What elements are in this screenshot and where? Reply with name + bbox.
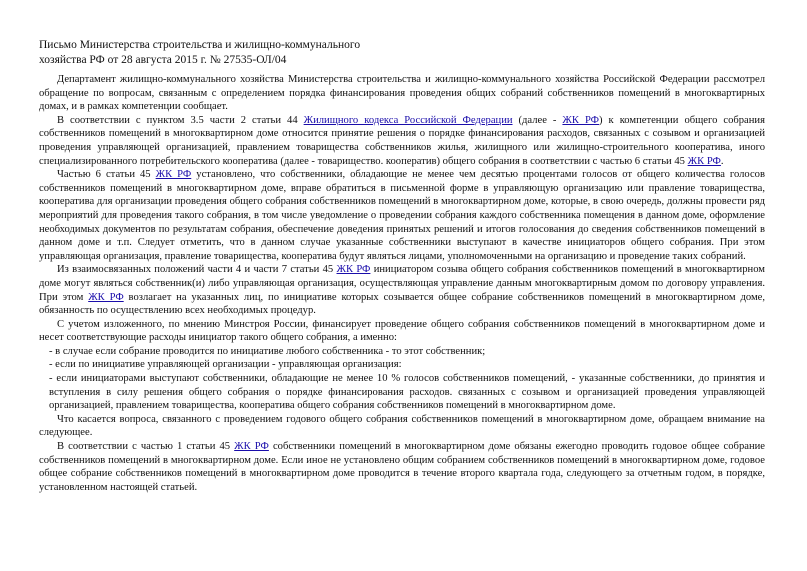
link-jk-rf[interactable]: ЖК РФ <box>155 169 192 181</box>
paragraph-2 <box>39 114 765 168</box>
text-segment: Частью 6 статьи 45 <box>57 169 156 181</box>
text-segment: ) к компетенции общего собрания собственников помещений в многоквартирном доме относится принятие решения о порядке финансирования расходов, связанных с созывом и организацией проведения управляющей организацией, правлением товарищества собственников жилья, жилищного или жилищно-строительного кооператива, иного специализированного потребительского кооператива (далее - товарищество. кооператив) общего собрания в соответствии с частью 6 статьи 45 <box>39 114 765 167</box>
list-item-1: - в случае если собрание проводится по инициативе любого собственника - то этот собственник; <box>49 345 486 357</box>
text-segment: (далее - <box>512 114 563 126</box>
text-segment: В соответствии с частью 1 статьи 45 <box>57 441 235 453</box>
link-jk-rf[interactable]: ЖК РФ <box>88 291 124 303</box>
paragraph-5: С учетом изложенного, по мнению Минстроя России, финансирует проведение общего собрания собственников помещений в многоквартирном доме и несет соответствующие расходы инициатор такого общего собрания, а именно: <box>39 318 765 344</box>
text-segment: Из взаимосвязанных положений части 4 и части 7 статьи 45 <box>57 264 337 276</box>
paragraph-7 <box>39 440 765 494</box>
link-housing-code[interactable]: Жилищного кодекса Российской Федерации <box>303 114 513 126</box>
paragraph-4 <box>39 263 765 317</box>
paragraph-6: Что касается вопроса, связанного с проведением годового общего собрания собственников помещений в многоквартирном доме, обращаем внимание на следующее. <box>39 413 765 439</box>
link-jk-rf[interactable]: ЖК РФ <box>234 441 269 453</box>
title-line-1: Письмо Министерства строительства и жилищно-коммунального <box>39 39 361 51</box>
text-segment: . <box>720 155 724 167</box>
paragraph-1: Департамент жилищно-коммунального хозяйства Министерства строительства и жилищно-коммунального хозяйства Российской Федерации рассмотрел обращение по вопросам, связанным с определением порядка финансирования проведения общих собраний собственников помещений в многоквартирных домах, и в рамках компетенции сообщает. <box>39 74 765 113</box>
text-segment: инициатором созыва общего собрания собственников помещений в многоквартирном доме могут являться собственник(и) либо управляющая организация, осуществляющая управление данным многоквартирным домом по договору управления. При этом <box>39 264 765 303</box>
list-item-3: - если инициаторами выступают собственники, обладающие не менее 10 % голосов собственников помещений, - указанные собственники, до принятия и вступления в силу решения общего собрания о порядке финансирования расходов. связанных с созывом и организацией проведения управляющей организацией, правлением товарищества, кооператива общего собрания собственников помещений в многоквартирном доме. <box>49 373 765 412</box>
text-segment: В соответствии с пунктом 3.5 части 2 статьи 44 <box>57 114 304 126</box>
document-body <box>39 73 765 494</box>
text-segment: установлено, что собственники, обладающие не менее чем десятью процентами голосов от общего количества голосов собственников помещений в многоквартирном доме, вправе обратиться в письменной форме в управляющую организацию или правление товарищества, кооператива для организации проведения общего собрания собственников помещений в многоквартирном доме, которые, в свою очередь, должны провести ряд мероприятий для проведения такого собрания, в том числе уведомление о проведении собрания каждого собственника помещения в данном доме, оформление необходимых документов по результатам собрания, обеспечение доведения принятых решений и итогов голосования до сведения собственников помещений в данном доме и т.п. Следует отметить, что в данном случае указанные собственники выступают в качестве инициаторов общего собрания. При этом управляющая организация, правление товарищества, кооператива будут являться лицами, уполномоченными на организацию и проведение таких собраний. <box>39 169 765 262</box>
text-segment: собственники помещений в многоквартирном доме обязаны ежегодно проводить годовое общее собрание собственников помещений в многоквартирном доме. Если иное не установлено общим собранием собственников помещений в многоквартирном доме, годовое общее собрание собственников помещений в многоквартирном доме проводится в течение второго квартала года, следующего за отчетным годом, в порядке, установленном настоящей статьей. <box>39 441 765 493</box>
list-item-2: - если по инициативе управляющей организации - управляющая организация: <box>49 359 402 371</box>
title-line-2: хозяйства РФ от 28 августа 2015 г. № 27535-ОЛ/04 <box>39 54 287 66</box>
link-jk-rf[interactable]: ЖК РФ <box>687 155 721 167</box>
paragraph-3 <box>39 168 765 263</box>
link-jk-rf[interactable]: ЖК РФ <box>562 114 600 126</box>
link-jk-rf[interactable]: ЖК РФ <box>336 264 371 276</box>
text-segment: возлагает на указанных лиц, по инициативе которых созывается общее собрание собственников помещений в многоквартирном доме, обязанность по осуществлению всех необходимых процедур. <box>39 291 765 317</box>
document-title <box>39 38 360 68</box>
